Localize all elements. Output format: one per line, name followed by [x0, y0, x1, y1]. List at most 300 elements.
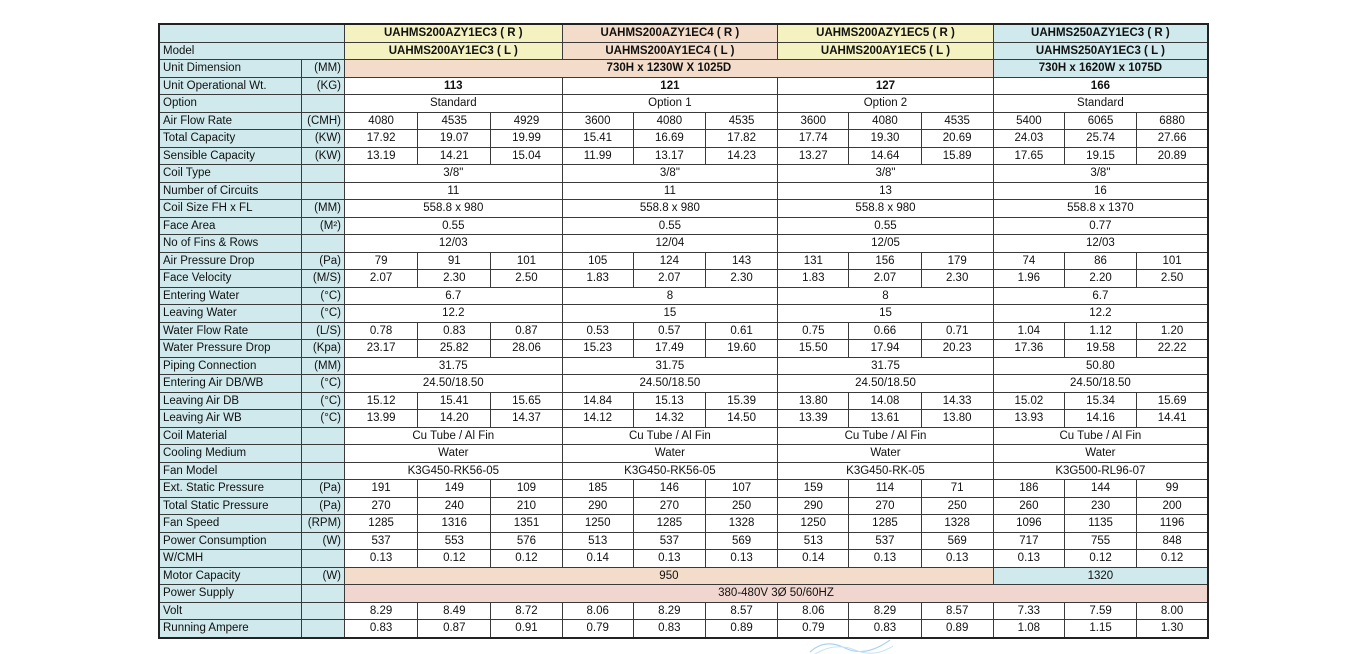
row-label: Leaving Air DB [159, 392, 301, 410]
value-cell: 4929 [491, 112, 562, 130]
group-value-cell: 12/03 [993, 235, 1208, 253]
group-value-cell: Cu Tube / Al Fin [562, 427, 778, 445]
group-value-cell: 24.50/18.50 [993, 375, 1208, 393]
row-unit [301, 445, 344, 463]
value-cell: 6065 [1064, 112, 1136, 130]
value-cell: 0.87 [418, 620, 491, 638]
value-cell: 159 [778, 480, 849, 498]
value-cell: 2.20 [1064, 270, 1136, 288]
value-cell: 260 [993, 497, 1064, 515]
value-cell: 13.93 [993, 410, 1064, 428]
group-value-cell: 31.75 [778, 357, 994, 375]
group-value-cell: 0.55 [778, 217, 994, 235]
group-value-cell: Option 1 [562, 95, 778, 113]
group-value-cell: 24.50/18.50 [562, 375, 778, 393]
group-value-cell: K3G500-RL96-07 [993, 462, 1208, 480]
value-cell: 19.60 [705, 340, 777, 358]
value-cell: 1285 [849, 515, 921, 533]
row-label: Fan Model [159, 462, 301, 480]
value-cell: 1135 [1064, 515, 1136, 533]
value-cell: 230 [1064, 497, 1136, 515]
spec-row [159, 165, 1208, 183]
group-value-cell: 11 [562, 182, 778, 200]
spec-row [159, 410, 1208, 428]
value-cell: 0.12 [1137, 550, 1208, 568]
value-cell: 576 [491, 532, 562, 550]
spec-row [159, 480, 1208, 498]
value-cell: 4535 [418, 112, 491, 130]
value-cell: 17.49 [633, 340, 705, 358]
group-value-cell: 12.2 [345, 305, 563, 323]
value-cell: 25.74 [1064, 130, 1136, 148]
row-label: Running Ampere [159, 620, 301, 638]
group-value-cell: 558.8 x 980 [345, 200, 563, 218]
value-cell: 537 [633, 532, 705, 550]
value-cell: 0.89 [921, 620, 993, 638]
value-cell: 270 [633, 497, 705, 515]
value-cell: 17.74 [778, 130, 849, 148]
group-value-cell: 0.77 [993, 217, 1208, 235]
value-cell: 0.57 [633, 322, 705, 340]
group-value-cell: Option 2 [778, 95, 994, 113]
value-cell: 0.83 [418, 322, 491, 340]
value-cell: 114 [849, 480, 921, 498]
spec-row [159, 497, 1208, 515]
model-l-cell: UAHMS200AY1EC5 ( L ) [778, 42, 994, 60]
row-unit: (RPM) [301, 515, 344, 533]
value-cell: 2.30 [705, 270, 777, 288]
group-value-cell: 8 [778, 287, 994, 305]
value-cell: 0.79 [778, 620, 849, 638]
value-cell: 0.14 [562, 550, 633, 568]
group-value-cell: 3/8" [778, 165, 994, 183]
row-unit: (Pa) [301, 497, 344, 515]
header-row-model-l [159, 42, 1208, 60]
value-cell: 0.83 [633, 620, 705, 638]
value-cell: 1.20 [1137, 322, 1208, 340]
spec-row [159, 322, 1208, 340]
spec-row [159, 270, 1208, 288]
value-cell: 1.83 [778, 270, 849, 288]
value-cell: 0.12 [1064, 550, 1136, 568]
group-value-cell: 24.50/18.50 [778, 375, 994, 393]
row-unit [301, 427, 344, 445]
row-label: Face Area [159, 217, 301, 235]
value-cell: 28.06 [491, 340, 562, 358]
row-unit: (KW) [301, 147, 344, 165]
value-cell: 156 [849, 252, 921, 270]
row-unit: (KW) [301, 130, 344, 148]
value-cell: 1.83 [562, 270, 633, 288]
value-cell: 250 [921, 497, 993, 515]
spec-row [159, 357, 1208, 375]
value-cell: 179 [921, 252, 993, 270]
value-cell: 19.30 [849, 130, 921, 148]
value-cell: 0.13 [705, 550, 777, 568]
value-cell: 14.08 [849, 392, 921, 410]
value-cell: 124 [633, 252, 705, 270]
value-cell: 0.13 [345, 550, 418, 568]
value-cell: 15.69 [1137, 392, 1208, 410]
span-value-cell: 730H x 1230W X 1025D [345, 60, 994, 78]
value-cell: 19.58 [1064, 340, 1136, 358]
row-label: Option [159, 95, 301, 113]
value-cell: 8.29 [345, 602, 418, 620]
spec-row [159, 252, 1208, 270]
value-cell: 553 [418, 532, 491, 550]
value-cell: 1285 [345, 515, 418, 533]
value-cell: 7.59 [1064, 602, 1136, 620]
spec-row [159, 620, 1208, 638]
row-unit: (°C) [301, 410, 344, 428]
spec-row [159, 305, 1208, 323]
model-label: Model [159, 42, 345, 60]
value-cell: 2.50 [491, 270, 562, 288]
value-cell: 14.33 [921, 392, 993, 410]
value-cell: 24.03 [993, 130, 1064, 148]
value-cell: 200 [1137, 497, 1208, 515]
value-cell: 0.53 [562, 322, 633, 340]
group-value-cell: 15 [562, 305, 778, 323]
value-cell: 8.49 [418, 602, 491, 620]
value-cell: 210 [491, 497, 562, 515]
row-unit: (°C) [301, 305, 344, 323]
group-value-cell: 11 [345, 182, 563, 200]
row-unit [301, 550, 344, 568]
row-label: No of Fins & Rows [159, 235, 301, 253]
value-cell: 0.61 [705, 322, 777, 340]
value-cell: 13.39 [778, 410, 849, 428]
group-value-cell: 166 [993, 77, 1208, 95]
value-cell: 191 [345, 480, 418, 498]
row-label: Air Pressure Drop [159, 252, 301, 270]
spec-row [159, 200, 1208, 218]
value-cell: 8.57 [921, 602, 993, 620]
group-value-cell: 558.8 x 1370 [993, 200, 1208, 218]
row-label: Coil Material [159, 427, 301, 445]
row-label: Piping Connection [159, 357, 301, 375]
value-cell: 8.00 [1137, 602, 1208, 620]
value-cell: 569 [705, 532, 777, 550]
value-cell: 27.66 [1137, 130, 1208, 148]
row-unit: (CMH) [301, 112, 344, 130]
model-l-cell: UAHMS200AY1EC4 ( L ) [562, 42, 778, 60]
value-cell: 270 [345, 497, 418, 515]
value-cell: 14.41 [1137, 410, 1208, 428]
value-cell: 13.80 [778, 392, 849, 410]
value-cell: 107 [705, 480, 777, 498]
value-cell: 1328 [921, 515, 993, 533]
row-label: Water Pressure Drop [159, 340, 301, 358]
value-cell: 185 [562, 480, 633, 498]
spec-row [159, 375, 1208, 393]
row-label: Entering Air DB/WB [159, 375, 301, 393]
spec-row [159, 130, 1208, 148]
row-label: Air Flow Rate [159, 112, 301, 130]
value-cell: 79 [345, 252, 418, 270]
value-cell: 1.04 [993, 322, 1064, 340]
value-cell: 4080 [849, 112, 921, 130]
value-cell: 11.99 [562, 147, 633, 165]
value-cell: 1316 [418, 515, 491, 533]
row-label: Sensible Capacity [159, 147, 301, 165]
value-cell: 25.82 [418, 340, 491, 358]
group-value-cell: 12.2 [993, 305, 1208, 323]
value-cell: 3600 [778, 112, 849, 130]
value-cell: 14.23 [705, 147, 777, 165]
value-cell: 0.66 [849, 322, 921, 340]
spec-row [159, 112, 1208, 130]
value-cell: 0.75 [778, 322, 849, 340]
value-cell: 0.12 [491, 550, 562, 568]
value-cell: 15.39 [705, 392, 777, 410]
group-value-cell: 3/8" [562, 165, 778, 183]
value-cell: 4535 [705, 112, 777, 130]
value-cell: 0.79 [562, 620, 633, 638]
value-cell: 13.99 [345, 410, 418, 428]
value-cell: 20.89 [1137, 147, 1208, 165]
value-cell: 15.04 [491, 147, 562, 165]
group-value-cell: 0.55 [562, 217, 778, 235]
group-value-cell: 31.75 [345, 357, 563, 375]
group-value-cell: 558.8 x 980 [562, 200, 778, 218]
row-unit: (Kpa) [301, 340, 344, 358]
value-cell: 8.29 [633, 602, 705, 620]
value-cell: 14.50 [705, 410, 777, 428]
row-label: Total Capacity [159, 130, 301, 148]
value-cell: 0.78 [345, 322, 418, 340]
value-cell: 2.30 [921, 270, 993, 288]
value-cell: 109 [491, 480, 562, 498]
full-value-cell: 380-480V 3Ø 50/60HZ [345, 585, 1209, 603]
group-value-cell: Standard [993, 95, 1208, 113]
value-cell: 15.41 [562, 130, 633, 148]
model-r-cell: UAHMS250AZY1EC3 ( R ) [993, 24, 1208, 42]
row-label: Leaving Water [159, 305, 301, 323]
row-label: Leaving Air WB [159, 410, 301, 428]
group-value-cell: 15 [778, 305, 994, 323]
value-cell: 8.06 [562, 602, 633, 620]
row-label: W/CMH [159, 550, 301, 568]
row-unit [301, 95, 344, 113]
spec-row [159, 462, 1208, 480]
value-cell: 270 [849, 497, 921, 515]
group-value-cell: K3G450-RK56-05 [562, 462, 778, 480]
group-value-cell: Standard [345, 95, 563, 113]
value-cell: 0.87 [491, 322, 562, 340]
spec-row [159, 287, 1208, 305]
row-label: Fan Speed [159, 515, 301, 533]
row-label: Water Flow Rate [159, 322, 301, 340]
row-unit: (°C) [301, 375, 344, 393]
group-value-cell: 0.55 [345, 217, 563, 235]
value-cell: 74 [993, 252, 1064, 270]
row-label: Power Supply [159, 585, 301, 603]
header-corner [159, 24, 345, 42]
spec-row [159, 550, 1208, 568]
value-cell: 2.50 [1137, 270, 1208, 288]
row-label: Entering Water [159, 287, 301, 305]
value-cell: 1328 [705, 515, 777, 533]
value-cell: 2.07 [849, 270, 921, 288]
value-cell: 6880 [1137, 112, 1208, 130]
value-cell: 0.13 [921, 550, 993, 568]
value-cell: 513 [562, 532, 633, 550]
spec-row [159, 585, 1208, 603]
value-cell: 71 [921, 480, 993, 498]
row-unit: (W) [301, 567, 344, 585]
value-cell: 1.96 [993, 270, 1064, 288]
value-cell: 13.17 [633, 147, 705, 165]
value-cell: 15.34 [1064, 392, 1136, 410]
spec-row [159, 427, 1208, 445]
value-cell: 19.15 [1064, 147, 1136, 165]
group-value-cell: 3/8" [993, 165, 1208, 183]
value-cell: 755 [1064, 532, 1136, 550]
row-unit: (°C) [301, 392, 344, 410]
group-value-cell: 16 [993, 182, 1208, 200]
value-cell: 131 [778, 252, 849, 270]
value-cell: 2.07 [345, 270, 418, 288]
value-cell: 15.89 [921, 147, 993, 165]
model-r-cell: UAHMS200AZY1EC5 ( R ) [778, 24, 994, 42]
value-cell: 0.14 [778, 550, 849, 568]
group-value-cell: 31.75 [562, 357, 778, 375]
row-unit: (M/S) [301, 270, 344, 288]
spec-row [159, 445, 1208, 463]
row-label: Face Velocity [159, 270, 301, 288]
value-cell: 20.69 [921, 130, 993, 148]
value-cell: 250 [705, 497, 777, 515]
spec-row [159, 515, 1208, 533]
value-cell: 1285 [633, 515, 705, 533]
value-cell: 15.65 [491, 392, 562, 410]
value-cell: 1.12 [1064, 322, 1136, 340]
value-cell: 4080 [633, 112, 705, 130]
row-unit: (W) [301, 532, 344, 550]
value-cell: 3600 [562, 112, 633, 130]
value-cell: 14.16 [1064, 410, 1136, 428]
value-cell: 149 [418, 480, 491, 498]
spec-row [159, 602, 1208, 620]
group-value-cell: 127 [778, 77, 994, 95]
value-cell: 101 [491, 252, 562, 270]
group-value-cell: Water [345, 445, 563, 463]
value-cell: 0.13 [993, 550, 1064, 568]
spec-row [159, 77, 1208, 95]
value-cell: 13.27 [778, 147, 849, 165]
value-cell: 8.29 [849, 602, 921, 620]
value-cell: 146 [633, 480, 705, 498]
row-unit [301, 165, 344, 183]
value-cell: 1096 [993, 515, 1064, 533]
value-cell: 1250 [562, 515, 633, 533]
value-cell: 17.82 [705, 130, 777, 148]
model-r-cell: UAHMS200AZY1EC3 ( R ) [345, 24, 563, 42]
value-cell: 86 [1064, 252, 1136, 270]
value-cell: 17.36 [993, 340, 1064, 358]
model-l-cell: UAHMS250AY1EC3 ( L ) [993, 42, 1208, 60]
row-unit: (L/S) [301, 322, 344, 340]
row-unit: (Pa) [301, 252, 344, 270]
spec-row [159, 60, 1208, 78]
row-unit: (M²) [301, 217, 344, 235]
group-value-cell: 12/05 [778, 235, 994, 253]
value-cell: 91 [418, 252, 491, 270]
group-value-cell: 6.7 [345, 287, 563, 305]
row-label: Power Consumption [159, 532, 301, 550]
row-unit: (MM) [301, 200, 344, 218]
value-cell: 1.15 [1064, 620, 1136, 638]
group-value-cell: 113 [345, 77, 563, 95]
row-label: Motor Capacity [159, 567, 301, 585]
row-label: Ext. Static Pressure [159, 480, 301, 498]
value-cell: 240 [418, 497, 491, 515]
value-cell: 717 [993, 532, 1064, 550]
group-value-cell: 12/04 [562, 235, 778, 253]
row-unit [301, 462, 344, 480]
value-cell: 17.92 [345, 130, 418, 148]
value-cell: 15.13 [633, 392, 705, 410]
model-r-cell: UAHMS200AZY1EC4 ( R ) [562, 24, 778, 42]
value-cell: 2.30 [418, 270, 491, 288]
value-cell: 13.80 [921, 410, 993, 428]
value-cell: 14.12 [562, 410, 633, 428]
header-row-model-r [159, 24, 1208, 42]
row-unit [301, 585, 344, 603]
value-cell: 569 [921, 532, 993, 550]
row-label: Cooling Medium [159, 445, 301, 463]
value-cell: 23.17 [345, 340, 418, 358]
value-cell: 14.64 [849, 147, 921, 165]
value-cell: 0.83 [345, 620, 418, 638]
value-cell: 0.91 [491, 620, 562, 638]
value-cell: 15.23 [562, 340, 633, 358]
value-cell: 2.07 [633, 270, 705, 288]
row-unit [301, 602, 344, 620]
value-cell: 0.13 [849, 550, 921, 568]
value-cell: 290 [562, 497, 633, 515]
value-cell: 15.12 [345, 392, 418, 410]
group-value-cell: Cu Tube / Al Fin [345, 427, 563, 445]
value-cell: 4080 [345, 112, 418, 130]
spec-row [159, 182, 1208, 200]
value-cell: 14.84 [562, 392, 633, 410]
value-cell: 0.83 [849, 620, 921, 638]
row-unit [301, 620, 344, 638]
row-unit: (Pa) [301, 480, 344, 498]
value-cell: 14.32 [633, 410, 705, 428]
value-cell: 290 [778, 497, 849, 515]
group-value-cell: 12/03 [345, 235, 563, 253]
spec-row [159, 147, 1208, 165]
model-l-cell: UAHMS200AY1EC3 ( L ) [345, 42, 563, 60]
spec-row [159, 567, 1208, 585]
row-label: Coil Type [159, 165, 301, 183]
value-cell: 8.57 [705, 602, 777, 620]
value-cell: 0.71 [921, 322, 993, 340]
group-value-cell: 558.8 x 980 [778, 200, 994, 218]
value-cell: 14.20 [418, 410, 491, 428]
value-cell: 14.37 [491, 410, 562, 428]
group-value-cell: 50.80 [993, 357, 1208, 375]
group-value-cell: Water [778, 445, 994, 463]
value-cell: 105 [562, 252, 633, 270]
value-cell: 0.12 [418, 550, 491, 568]
value-cell: 15.41 [418, 392, 491, 410]
value-cell: 101 [1137, 252, 1208, 270]
value-cell: 14.21 [418, 147, 491, 165]
